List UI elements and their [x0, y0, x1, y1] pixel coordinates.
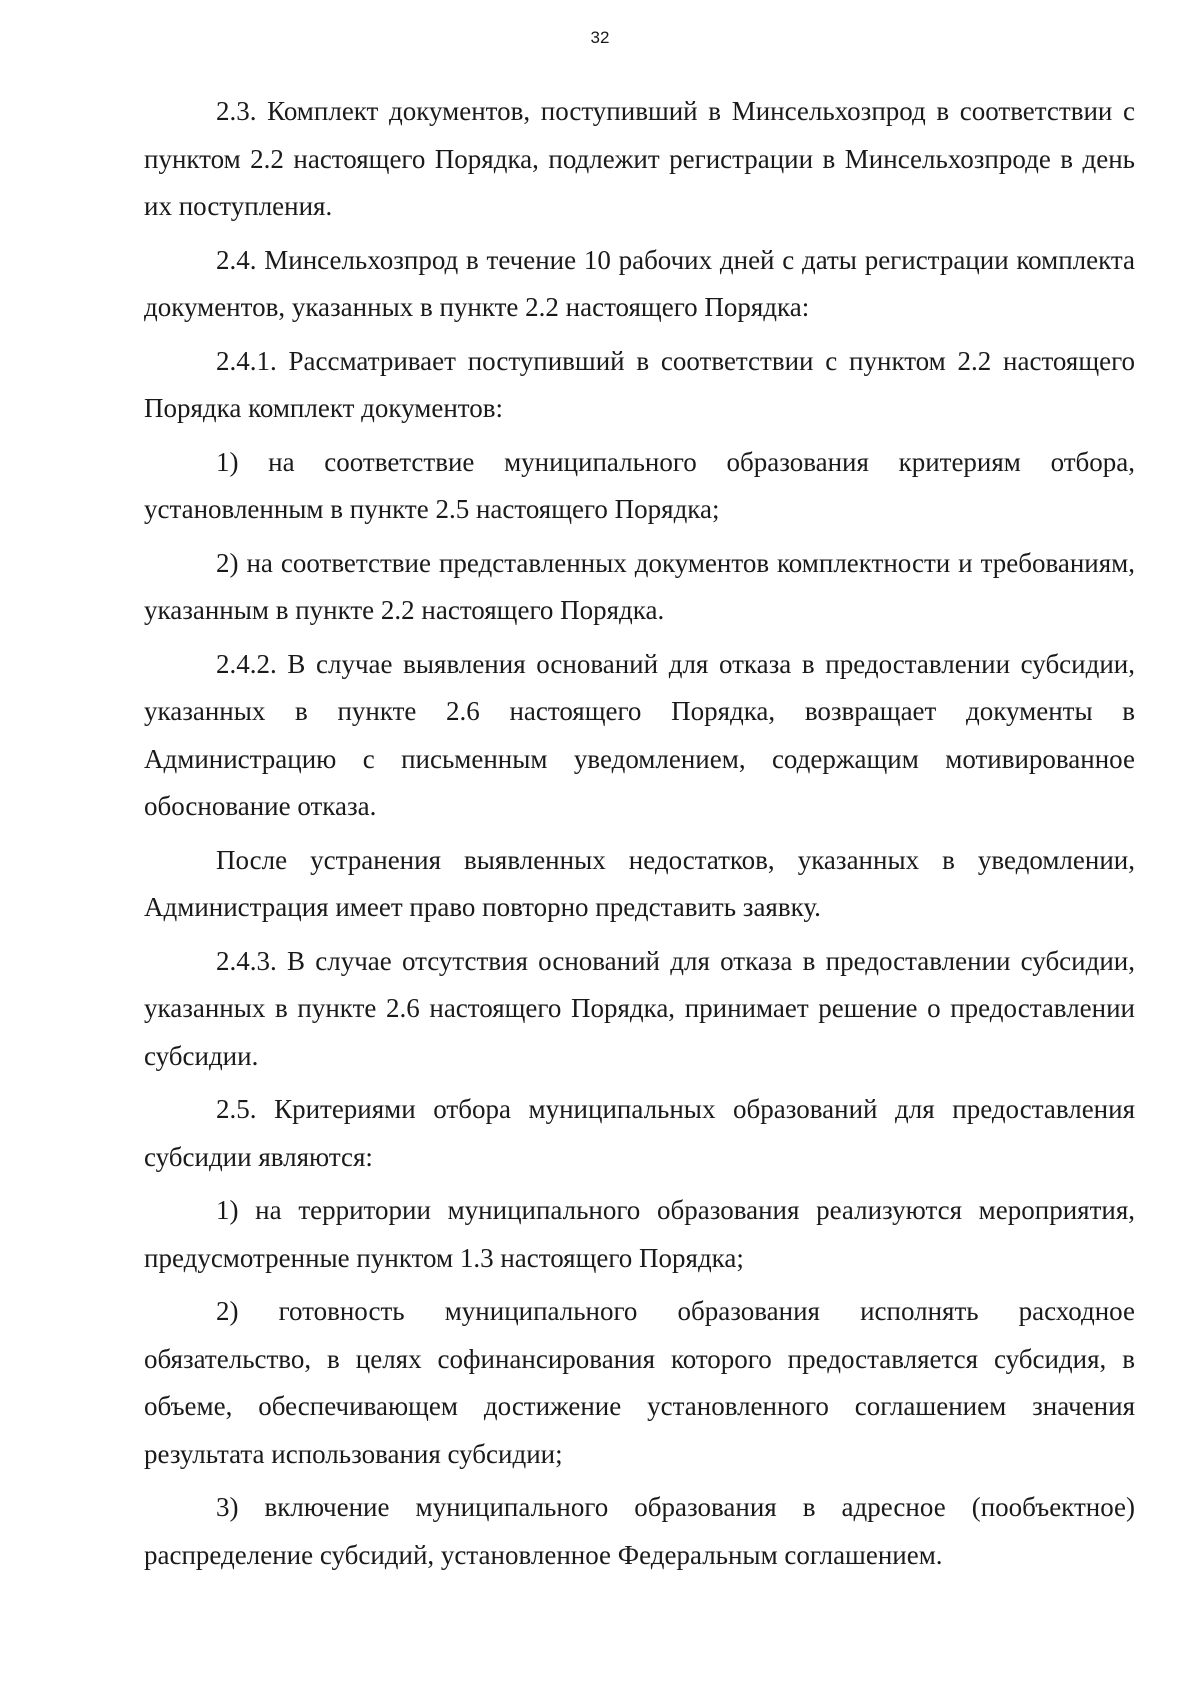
paragraph-2-4-2: 2.4.2. В случае выявления оснований для отказа в предоставлении субсидии, указанных в пункте 2.6 настоящего Порядка, возвращает документы в Администрацию с письменным уведомлением, содержащим мотивированное обоснование отказа. [144, 648, 1135, 821]
page-number: 32 [590, 28, 610, 47]
paragraph-resubmission: После устранения выявленных недостатков, указанных в уведомлении, Администрация имеет право повторно представить заявку. [144, 844, 1135, 922]
paragraph-2-3: 2.3. Комплект документов, поступивший в Минсельхозпрод в соответствии с пунктом 2.2 настоящего Порядка, подлежит регистрации в Минсельхозпроде в день их поступления. [144, 96, 1135, 221]
document-body [144, 88, 1135, 1585]
paragraph-2-5-item-1: 1) на территории муниципального образования реализуются мероприятия, предусмотренные пунктом 1.3 настоящего Порядка; [144, 1195, 1135, 1273]
paragraph-2-4-1: 2.4.1. Рассматривает поступивший в соответствии с пунктом 2.2 настоящего Порядка комплект документов: [144, 345, 1135, 423]
paragraph-2-4-1-item-1: 1) на соответствие муниципального образования критериям отбора, установленным в пункте 2.5 настоящего Порядка; [144, 446, 1135, 524]
paragraph-2-4-3: 2.4.3. В случае отсутствия оснований для отказа в предоставлении субсидии, указанных в пункте 2.6 настоящего Порядка, принимает решение о предоставлении субсидии. [144, 945, 1135, 1071]
paragraph-2-4: 2.4. Минсельхозпрод в течение 10 рабочих дней с даты регистрации комплекта документов, указанных в пункте 2.2 настоящего Порядка: [144, 244, 1135, 322]
paragraph-2-4-1-item-2: 2) на соответствие представленных документов комплектности и требованиям, указанным в пункте 2.2 настоящего Порядка. [144, 547, 1135, 625]
paragraph-2-5-item-3: 3) включение муниципального образования в адресное (пообъектное) распределение субсидий, установленное Федеральным соглашением. [144, 1492, 1135, 1570]
paragraph-2-5-item-2: 2) готовность муниципального образования исполнять расходное обязательство, в целях софинансирования которого предоставляется субсидия, в объеме, обеспечивающем достижение установленного соглашением значения результата использования субсидии; [144, 1296, 1135, 1469]
paragraph-2-5: 2.5. Критериями отбора муниципальных образований для предоставления субсидии являются: [144, 1094, 1135, 1172]
